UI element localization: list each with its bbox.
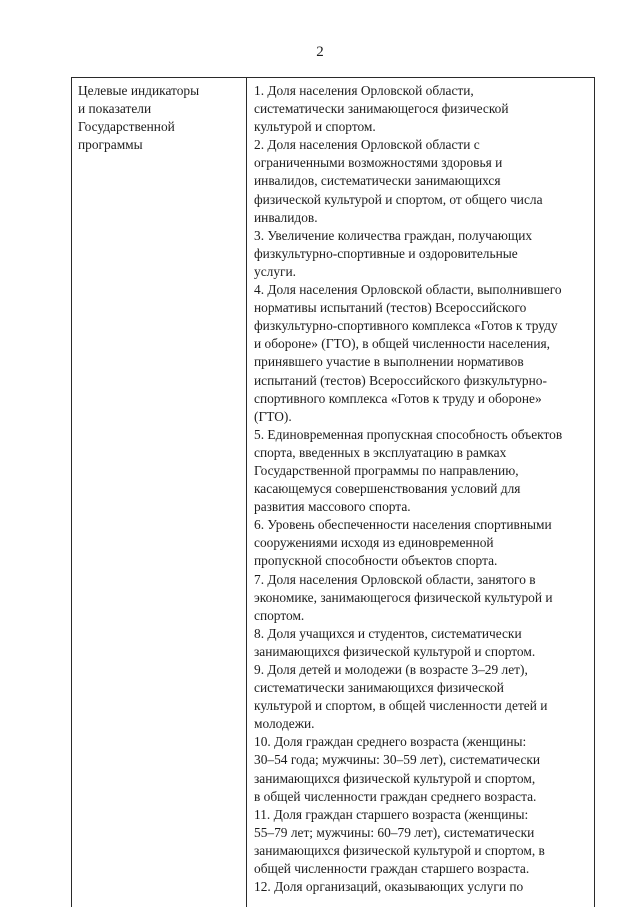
indicators-table <box>71 77 595 907</box>
indicator-line: 3. Увеличение количества граждан, получающих <box>254 227 533 243</box>
indicator-line: 1. Доля населения Орловской области, <box>254 83 474 98</box>
row-label-cell <box>78 82 238 154</box>
row-label-line: Целевые индикаторы <box>78 83 200 98</box>
indicator-line: (ГТО). <box>254 408 292 424</box>
indicator-line: развития массового спорта. <box>254 499 411 515</box>
indicator-line: спортивного комплекса «Готов к труду и обороне» <box>254 390 542 406</box>
indicator-line: 30–54 года; мужчины: 30–59 лет), систематически <box>254 752 541 768</box>
indicator-line: касающемуся совершенствования условий для <box>254 481 521 497</box>
column-divider <box>246 78 247 907</box>
indicator-line: испытаний (тестов) Всероссийского физкультурно- <box>254 372 547 388</box>
page-number: 2 <box>316 44 324 60</box>
indicator-line: инвалидов. <box>254 209 318 225</box>
indicator-line: физкультурно-спортивного комплекса «Готов к труду <box>254 318 558 334</box>
indicator-line: физкультурно-спортивные и оздоровительные <box>254 245 518 261</box>
indicator-line: систематически занимающихся физической <box>254 680 504 696</box>
indicator-line: 2. Доля населения Орловской области с <box>254 137 480 153</box>
indicator-line: и обороне» (ГТО), в общей численности населения, <box>254 336 550 352</box>
indicator-line: 10. Доля граждан среднего возраста (женщины: <box>254 734 527 750</box>
indicator-line: 55–79 лет; мужчины: 60–79 лет), систематически <box>254 824 535 840</box>
indicator-line: культурой и спортом, в общей численности детей и <box>254 698 548 714</box>
indicator-line: инвалидов, систематически занимающихся <box>254 173 501 189</box>
indicator-line: услуги. <box>254 263 297 279</box>
indicator-line: ограниченными возможностями здоровья и <box>254 155 503 171</box>
indicator-line: экономике, занимающегося физической культурой и <box>254 589 553 605</box>
indicator-line: культурой и спортом. <box>254 119 376 135</box>
indicator-line: занимающихся физической культурой и спортом, в <box>254 842 545 858</box>
indicator-line: общей численности граждан старшего возраста. <box>254 861 530 877</box>
indicator-line: 4. Доля населения Орловской области, выполнившего <box>254 282 562 298</box>
indicator-line: физической культурой и спортом, от общего числа <box>254 191 543 207</box>
indicator-line: Государственной программы по направлению, <box>254 462 519 478</box>
indicator-line: 7. Доля населения Орловской области, занятого в <box>254 571 536 587</box>
row-label-line: Государственной <box>78 119 175 135</box>
indicators-list-cell <box>254 82 594 896</box>
indicator-line: нормативы испытаний (тестов) Всероссийского <box>254 300 527 316</box>
indicator-line: 6. Уровень обеспеченности населения спортивными <box>254 517 552 533</box>
indicator-line: принявшего участие в выполнении нормативов <box>254 354 524 370</box>
indicator-line: спорта, введенных в эксплуатацию в рамках <box>254 444 507 460</box>
indicator-line: пропускной способности объектов спорта. <box>254 553 498 569</box>
row-label-line: и показатели <box>78 101 152 117</box>
indicator-line: в общей численности граждан среднего возраста. <box>254 788 537 804</box>
indicator-line: занимающихся физической культурой и спортом, <box>254 770 536 786</box>
indicator-line: 12. Доля организаций, оказывающих услуги по <box>254 879 524 895</box>
indicator-line: занимающихся физической культурой и спортом. <box>254 643 536 659</box>
indicator-line: 5. Единовременная пропускная способность объектов <box>254 426 563 442</box>
indicator-line: 8. Доля учащихся и студентов, систематически <box>254 625 522 641</box>
indicator-line: спортом. <box>254 607 305 623</box>
indicator-line: 9. Доля детей и молодежи (в возрасте 3–29 лет), <box>254 662 528 677</box>
row-label-line: программы <box>78 137 143 153</box>
indicator-line: молодежи. <box>254 716 315 732</box>
indicator-line: сооружениями исходя из единовременной <box>254 535 494 551</box>
indicator-line: систематически занимающегося физической <box>254 101 509 117</box>
indicator-line: 11. Доля граждан старшего возраста (женщины: <box>254 806 529 822</box>
